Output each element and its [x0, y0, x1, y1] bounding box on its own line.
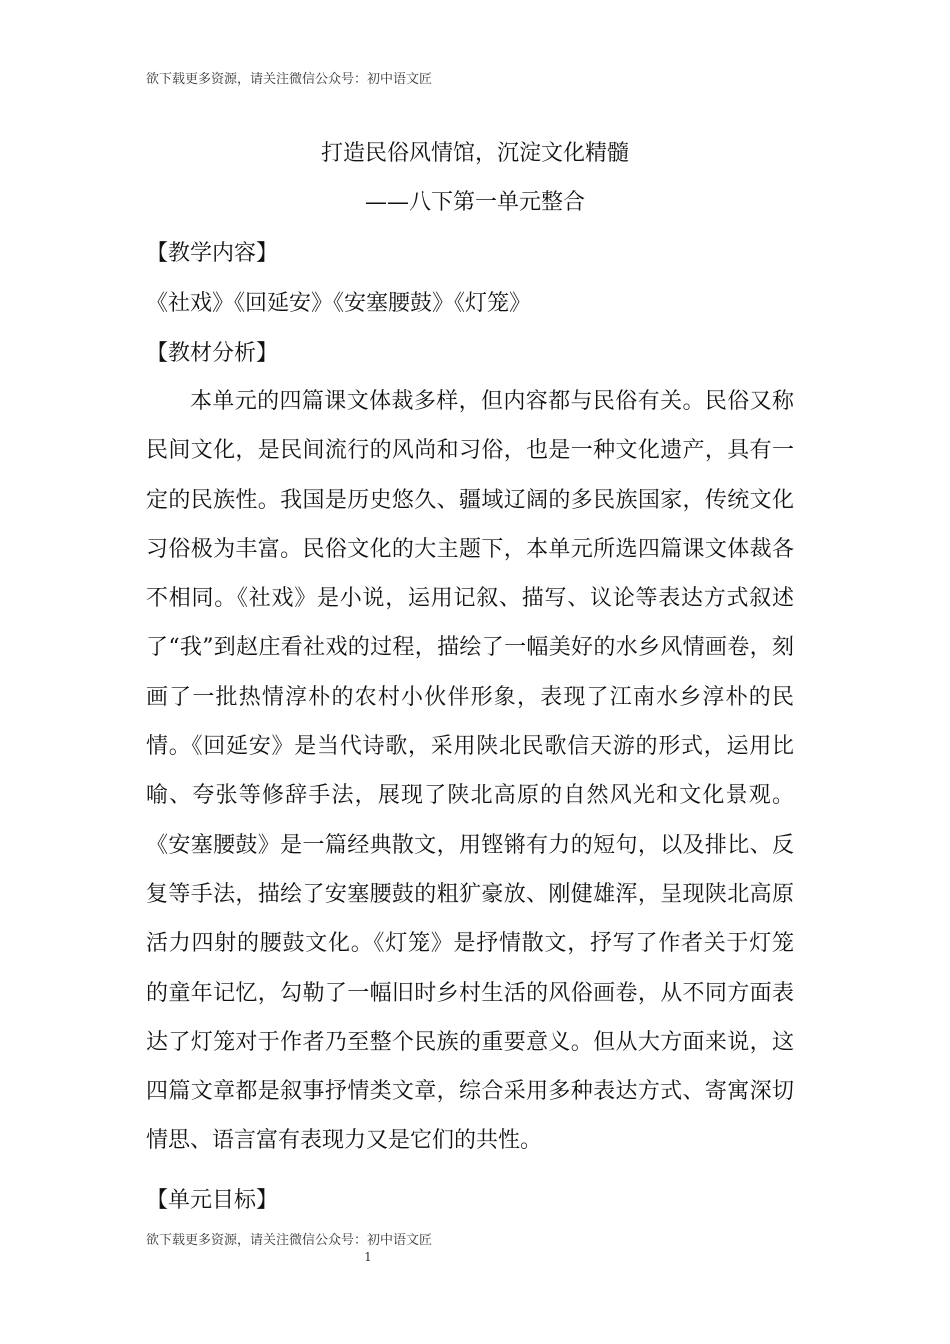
section-heading-material-analysis: 【教材分析】 [146, 341, 279, 366]
teaching-content-text: 《社戏》《回延安》《安塞腰鼓》《灯笼》 [146, 291, 532, 316]
page-header: 欲下载更多资源，请关注微信公众号：初中语文匠 [146, 72, 433, 87]
page-number: 1 [364, 1250, 372, 1264]
section-heading-teaching-content: 【教学内容】 [146, 241, 279, 266]
material-analysis-paragraph: 本单元的四篇课文体裁多样，但内容都与民俗有关。民俗又称民间文化，是民间流行的风尚和习俗，也是一种文化遗产，具有一定的民族性。我国是历史悠久、疆域辽阔的多民族国家，传统文化习俗极为丰富。民俗文化的大主题下，本单元所选四篇课文体裁各不相同。《社戏》是小说，运用记叙、描写、议论等表达方式叙述了“我”到赵庄看社戏的过程，描绘了一幅美好的水乡风情画卷，刻画了一批热情淳朴的农村小伙伴形象，表现了江南水乡淳朴的民情。《回延安》是当代诗歌，采用陕北民歌信天游的形式，运用比喻、夸张等修辞手法，展现了陕北高原的自然风光和文化景观。《安塞腰鼓》是一篇经典散文，用铿锵有力的短句，以及排比、反复等手法，描绘了安塞腰鼓的粗犷豪放、刚健雄浑，呈现陕北高原活力四射的腰鼓文化。《灯笼》是抒情散文，抒写了作者关于灯笼的童年记忆，勾勒了一幅旧时乡村生活的风俗画卷，从不同方面表达了灯笼对于作者乃至整个民族的重要意义。但从大方面来说，这四篇文章都是叙事抒情类文章，综合采用多种表达方式、寄寓深切情思、语言富有表现力又是它们的共性。 [146, 389, 794, 1154]
document-title: 打造民俗风情馆，沉淀文化精髓 [320, 141, 629, 166]
section-heading-unit-goals: 【单元目标】 [146, 1188, 279, 1213]
page-footer: 欲下载更多资源，请关注微信公众号：初中语文匠 [146, 1233, 433, 1248]
document-subtitle: ——八下第一单元整合 [364, 190, 585, 215]
